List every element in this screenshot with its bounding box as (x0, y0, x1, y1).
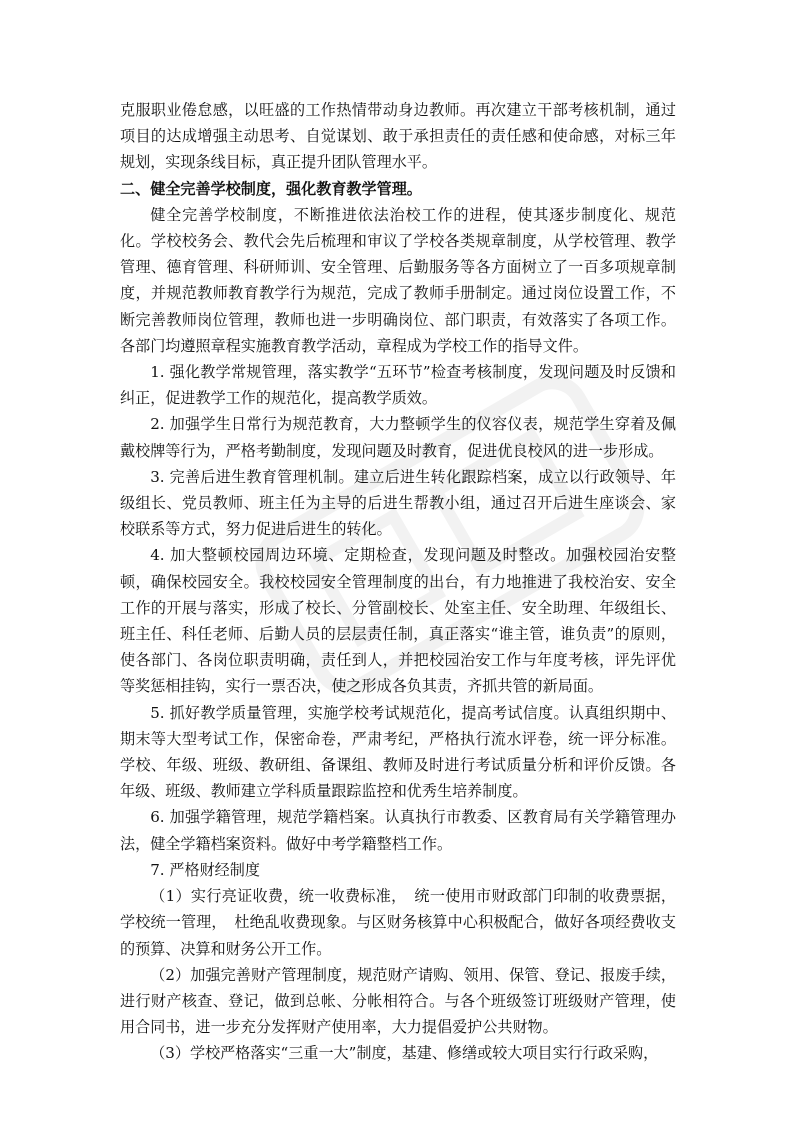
paragraph-subitem-1: （1）实行亮证收费，统一收费标准， 统一使用市财政部门印制的收费票据，学校统一管理， 杜绝乱收费现象。与区财务核算中心积极配合，做好各项经费收支的预算、决算和财务公开工作。 (120, 887, 676, 958)
paragraph-subitem-2: （2）加强完善财产管理制度，规范财产请购、领用、保管、登记、报废手续，进行财产核查、登记，做到总帐、分帐相符合。与各个班级签订班级财产管理，使用合同书，进一步充分发挥财产使用率，大力提倡爱护公共财物。 (120, 965, 676, 1037)
section-heading: 二、健全完善学校制度，强化教育教学管理。 (120, 179, 422, 198)
paragraph-continuation: 克服职业倦怠感，以旺盛的工作热情带动身边教师。再次建立干部考核机制，通过项目的达成增强主动思考、自觉谋划、敢于承担责任的责任感和使命感，对标三年规划，实现条线目标，真正提升团队管理水平。 (120, 101, 676, 172)
paragraph-item-6: 6. 加强学籍管理，规范学籍档案。认真执行市教委、区教育局有关学籍管理办法，健全学籍档案资料。做好中考学籍整档工作。 (120, 808, 676, 853)
paragraph-item-1: 1. 强化教学常规管理，落实教学“五环节”检查考核制度，发现问题及时反馈和纠正，促进教学工作的规范化，提高教学质效。 (120, 363, 676, 408)
paragraph-item-7: 7. 严格财经制度 (150, 860, 260, 879)
paragraph-intro: 健全完善学校制度，不断推进依法治校工作的进程，使其逐步制度化、规范化。学校校务会、教代会先后梳理和审议了学校各类规章制度，从学校管理、教学管理、德育管理、科研师训、安全管理、后勤服务等各方面树立了一百多项规章制度，并规范教师教育教学行为规范，完成了教师手册制定。通过岗位设置工作，不断完善教师岗位管理，教师也进一步明确岗位、部门职责，有效落实了各项工作。各部门均遵照章程实施教育教学活动，章程成为学校工作的指导文件。 (120, 205, 676, 355)
paragraph-item-5: 5. 抓好教学质量管理，实施学校考试规范化，提高考试信度。认真组织期中、期末等大型考试工作，保密命卷，严肃考纪，严格执行流水评卷，统一评分标准。学校、年级、班级、教研组、备课组、教师及时进行考试质量分析和评价反馈。各年级、班级、教师建立学科质量跟踪监控和优秀生培养制度。 (120, 703, 676, 801)
paragraph-subitem-3: （3）学校严格落实“三重一大”制度，基建、修缮或较大项目实行行政采购， (150, 1044, 659, 1063)
document-body (120, 97, 676, 1067)
paragraph-item-4: 4. 加大整顿校园周边环境、定期检查，发现问题及时整改。加强校园治安整顿，确保校园安全。我校校园安全管理制度的出台，有力地推进了我校治安、安全工作的开展与落实，形成了校长、分管副校长、处室主任、安全助理、年级组长、班主任、科任老师、后勤人员的层层责任制，真正落实“谁主管，谁负责”的原则，使各部门、各岗位职责明确，责任到人，并把校园治安工作与年度考核，评先评优等奖惩相挂钩，实行一票否决，使之形成各负其责，齐抓共管的新局面。 (120, 546, 676, 696)
paragraph-item-3: 3. 完善后进生教育管理机制。建立后进生转化跟踪档案，成立以行政领导、年级组长、党员教师、班主任为主导的后进生帮教小组，通过召开后进生座谈会、家校联系等方式，努力促进后进生的转化。 (120, 467, 676, 539)
paragraph-item-2: 2. 加强学生日常行为规范教育，大力整顿学生的仪容仪表，规范学生穿着及佩戴校牌等行为，严格考勤制度，发现问题及时教育，促进优良校风的进一步形成。 (120, 415, 676, 460)
